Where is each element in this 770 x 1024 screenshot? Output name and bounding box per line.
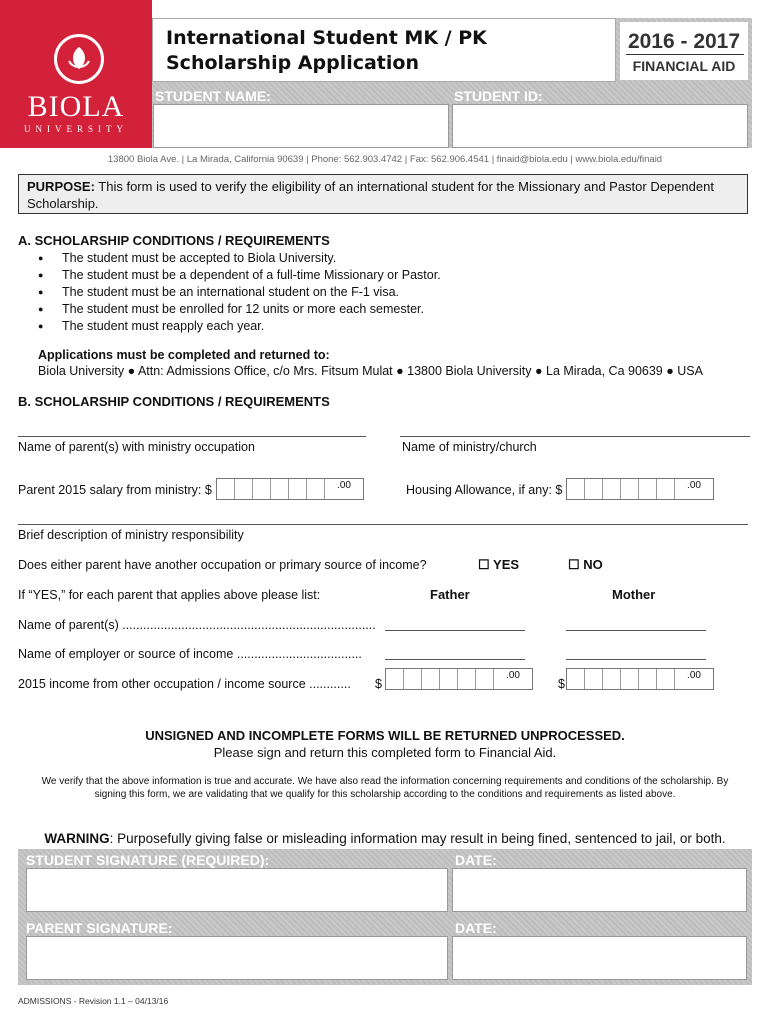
parent-names-label: Name of parent(s) ......................................................................... xyxy=(18,618,376,632)
list-item: ● The student must be accepted to Biola University. xyxy=(18,250,748,267)
description-line[interactable] xyxy=(18,524,748,525)
student-date-field[interactable] xyxy=(452,868,747,912)
requirements-list xyxy=(18,250,748,335)
verification-statement: We verify that the above information is true and accurate. We have also read the information concerning requirements and conditions of the scholarship. By signing this form, we are validating that we qualify for this scholarship according to the conditions and requirements as listed above. xyxy=(41,776,729,800)
warning-text: : Purposefully giving false or misleading information may result in being fined, sentenced to jail, or both. xyxy=(109,831,726,846)
father-header: Father xyxy=(430,587,470,602)
student-name-field[interactable] xyxy=(153,104,449,148)
salary-field[interactable] xyxy=(216,478,364,500)
return-address: Biola University ● Attn: Admissions Office, c/o Mrs. Fitsum Mulat ● 13800 Biola University ● La Mirada, Ca 90639 ● USA xyxy=(38,364,703,378)
description-label: Brief description of ministry responsibility xyxy=(18,528,244,542)
student-date-label: DATE: xyxy=(455,852,497,868)
parent-name-line[interactable] xyxy=(18,436,366,437)
student-signature-label: STUDENT SIGNATURE (REQUIRED): xyxy=(26,852,270,868)
form-title: International Student MK / PK Scholarship Application xyxy=(166,27,487,74)
parent-signature-label: PARENT SIGNATURE: xyxy=(26,920,173,936)
list-item: ● The student must be an international student on the F-1 visa. xyxy=(18,284,748,301)
contact-info: 13800 Biola Ave. | La Mirada, California 90639 | Phone: 562.903.4742 | Fax: 562.906.4541 | finaid@biola.edu | www.biola.edu/finaid xyxy=(107,154,663,165)
mother-name-line[interactable] xyxy=(566,630,706,631)
father-employer-line[interactable] xyxy=(385,659,525,660)
salary-label: Parent 2015 salary from ministry: $ xyxy=(18,483,212,497)
no-checkbox[interactable]: ☐ NO xyxy=(568,557,603,572)
logo-name: BIOLA xyxy=(27,90,125,123)
unprocessed-warning: UNSIGNED AND INCOMPLETE FORMS WILL BE RETURNED UNPROCESSED. xyxy=(145,728,625,743)
parent-signature-field[interactable] xyxy=(26,936,448,980)
other-income-label: 2015 income from other occupation / income source ............ xyxy=(18,677,351,691)
student-signature-field[interactable] xyxy=(26,868,448,912)
year-divider xyxy=(626,54,744,55)
purpose-text: This form is used to verify the eligibility of an international student for the Missionary and Pastor Dependent Scholarship. xyxy=(27,179,714,211)
office-label: FINANCIAL AID xyxy=(632,58,736,74)
purpose-box xyxy=(18,174,748,214)
parent-date-field[interactable] xyxy=(452,936,747,980)
mother-income-field[interactable] xyxy=(566,668,714,690)
list-item: ● The student must reapply each year. xyxy=(18,318,748,335)
cents-label: .00 xyxy=(687,480,701,491)
parent-name-label: Name of parent(s) with ministry occupation xyxy=(18,440,255,454)
mother-header: Mother xyxy=(612,587,656,602)
housing-field[interactable] xyxy=(566,478,714,500)
section-a-heading: A. SCHOLARSHIP CONDITIONS / REQUIREMENTS xyxy=(18,233,330,248)
ministry-name-label: Name of ministry/church xyxy=(402,440,537,454)
legal-warning xyxy=(0,831,770,846)
father-income-field[interactable] xyxy=(385,668,533,690)
ministry-name-line[interactable] xyxy=(400,436,750,437)
biola-seal-icon xyxy=(54,34,104,84)
housing-label: Housing Allowance, if any: $ xyxy=(406,483,563,497)
student-name-label: STUDENT NAME: xyxy=(155,88,271,104)
return-note: Please sign and return this completed form to Financial Aid. xyxy=(213,745,557,760)
dollar-sign: $ xyxy=(375,677,382,691)
biola-logo xyxy=(0,0,152,148)
list-item: ● The student must be a dependent of a full-time Missionary or Pastor. xyxy=(18,267,748,284)
warning-label: WARNING xyxy=(44,831,110,846)
cents-label: .00 xyxy=(687,670,701,681)
return-heading: Applications must be completed and returned to: xyxy=(38,348,330,362)
employer-label: Name of employer or source of income .................................... xyxy=(18,647,362,661)
other-income-question: Does either parent have another occupation or primary source of income? xyxy=(18,558,427,572)
dollar-sign: $ xyxy=(558,677,565,691)
mother-employer-line[interactable] xyxy=(566,659,706,660)
list-item: ● The student must be enrolled for 12 units or more each semester. xyxy=(18,301,748,318)
purpose-label: PURPOSE: xyxy=(27,179,95,194)
section-b-heading: B. SCHOLARSHIP CONDITIONS / REQUIREMENTS xyxy=(18,394,330,409)
academic-year: 2016 - 2017 xyxy=(627,30,741,53)
student-id-label: STUDENT ID: xyxy=(454,88,543,104)
if-yes-label: If “YES,” for each parent that applies above please list: xyxy=(18,588,321,602)
yes-checkbox[interactable]: ☐ YES xyxy=(478,557,520,572)
parent-date-label: DATE: xyxy=(455,920,497,936)
logo-subtitle: UNIVERSITY xyxy=(24,124,128,134)
cents-label: .00 xyxy=(506,670,520,681)
revision-footer: ADMISSIONS - Revision 1.1 – 04/13/16 xyxy=(18,996,169,1006)
father-name-line[interactable] xyxy=(385,630,525,631)
student-id-field[interactable] xyxy=(452,104,748,148)
cents-label: .00 xyxy=(337,480,351,491)
